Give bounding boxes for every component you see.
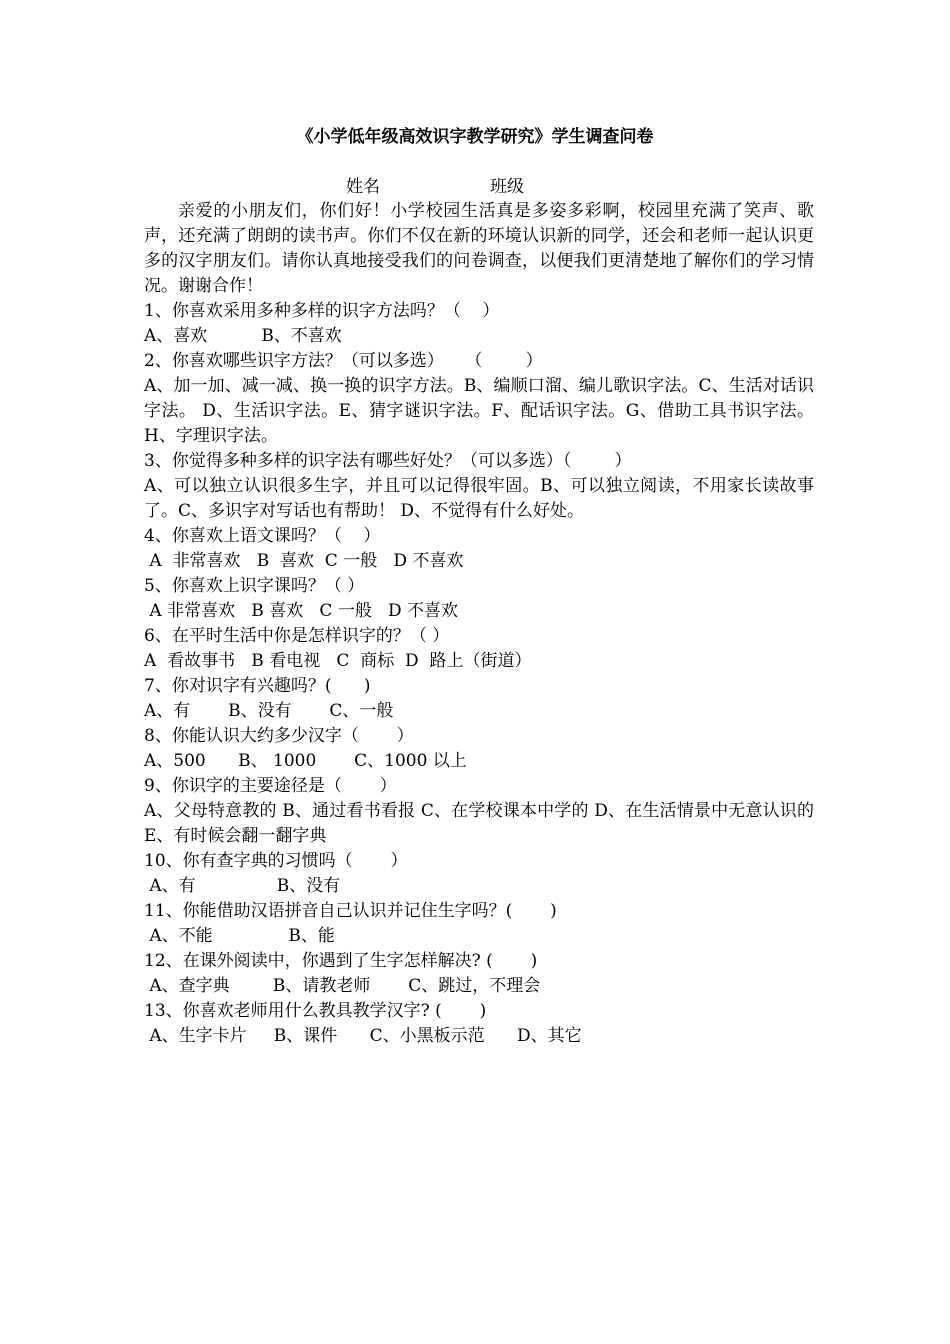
- question-12: 12、在课外阅读中，你遇到了生字怎样解决? ( ): [144, 951, 538, 971]
- class-label: 班级: [490, 177, 524, 197]
- question-1: 1、你喜欢采用多种多样的识字方法吗？（ ）: [144, 301, 500, 321]
- question-3: 3、你觉得多种多样的识字法有哪些好处？（可以多选）（ ）: [144, 451, 632, 471]
- intro-paragraph: 亲爱的小朋友们，你们好！小学校园生活真是多姿多彩啊，校园里充满了笑声、歌声，还充满了朗朗的读书声。你们不仅在新的环境认识新的同学，还会和老师一起认识更多的汉字朋友们。请你认真地接受我们的问卷调查，以便我们更清楚地了解你们的学习情况。谢谢合作！: [144, 201, 814, 296]
- answer-options-6: A 看故事书 B 看电视 C 商标 D 路上（街道）: [144, 651, 532, 671]
- answer-options-3: A、可以独立认识很多生字，并且可以记得很牢固。B、可以独立阅读，不用家长读故事了。C、多识字对写话也有帮助！ D、不觉得有什么好处。: [144, 476, 814, 521]
- answer-options-1: A、喜欢 B、不喜欢: [144, 326, 342, 346]
- question-2: 2、你喜欢哪些识字方法？（可以多选） （ ）: [144, 351, 543, 371]
- question-11: 11、你能借助汉语拼音自己认识并记住生字吗？( ): [144, 901, 557, 921]
- question-13: 13、你喜欢老师用什么教具教学汉字? ( ): [144, 1001, 487, 1021]
- answer-options-13: A、生字卡片 B、课件 C、小黑板示范 D、其它: [144, 1026, 582, 1046]
- answer-options-12: A、查字典 B、请教老师 C、跳过，不理会: [144, 976, 541, 996]
- question-8: 8、你能认识大约多少汉字（ ）: [144, 726, 414, 746]
- answer-options-8: A、500 B、 1000 C、1000 以上: [144, 751, 467, 771]
- question-9: 9、你识字的主要途径是（ ）: [144, 776, 397, 796]
- name-label: 姓名: [346, 177, 380, 197]
- question-5: 5、你喜欢上识字课吗？（ ）: [144, 576, 365, 596]
- answer-options-5: A 非常喜欢 B 喜欢 C 一般 D 不喜欢: [144, 601, 459, 621]
- question-4: 4、你喜欢上语文课吗？（ ）: [144, 526, 381, 546]
- answer-options-9: A、父母特意教的 B、通过看书看报 C、在学校课本中学的 D、在生活情景中无意认识的 E、有时候会翻一翻字典: [144, 801, 814, 846]
- document-title: 《小学低年级高效识字教学研究》学生调查问卷: [296, 127, 654, 147]
- answer-options-10: A、有 B、没有: [144, 876, 341, 896]
- question-6: 6、在平时生活中你是怎样识字的？（ ）: [144, 626, 450, 646]
- question-7: 7、你对识字有兴趣吗？( ): [144, 676, 371, 696]
- answer-options-4: A 非常喜欢 B 喜欢 C 一般 D 不喜欢: [144, 551, 464, 571]
- answer-options-2: A、加一加、减一减、换一换的识字方法。B、编顺口溜、编儿歌识字法。C、生活对话识字法。 D、生活识字法。E、猜字谜识字法。F、配话识字法。G、借助工具书识字法。H、字理识字法。: [144, 376, 814, 446]
- questionnaire-body: [144, 199, 814, 1049]
- name-class-line: [0, 175, 950, 200]
- answer-options-11: A、不能 B、能: [144, 926, 335, 946]
- answer-options-7: A、有 B、没有 C、一般: [144, 701, 394, 721]
- question-10: 10、你有查字典的习惯吗（ ）: [144, 851, 408, 871]
